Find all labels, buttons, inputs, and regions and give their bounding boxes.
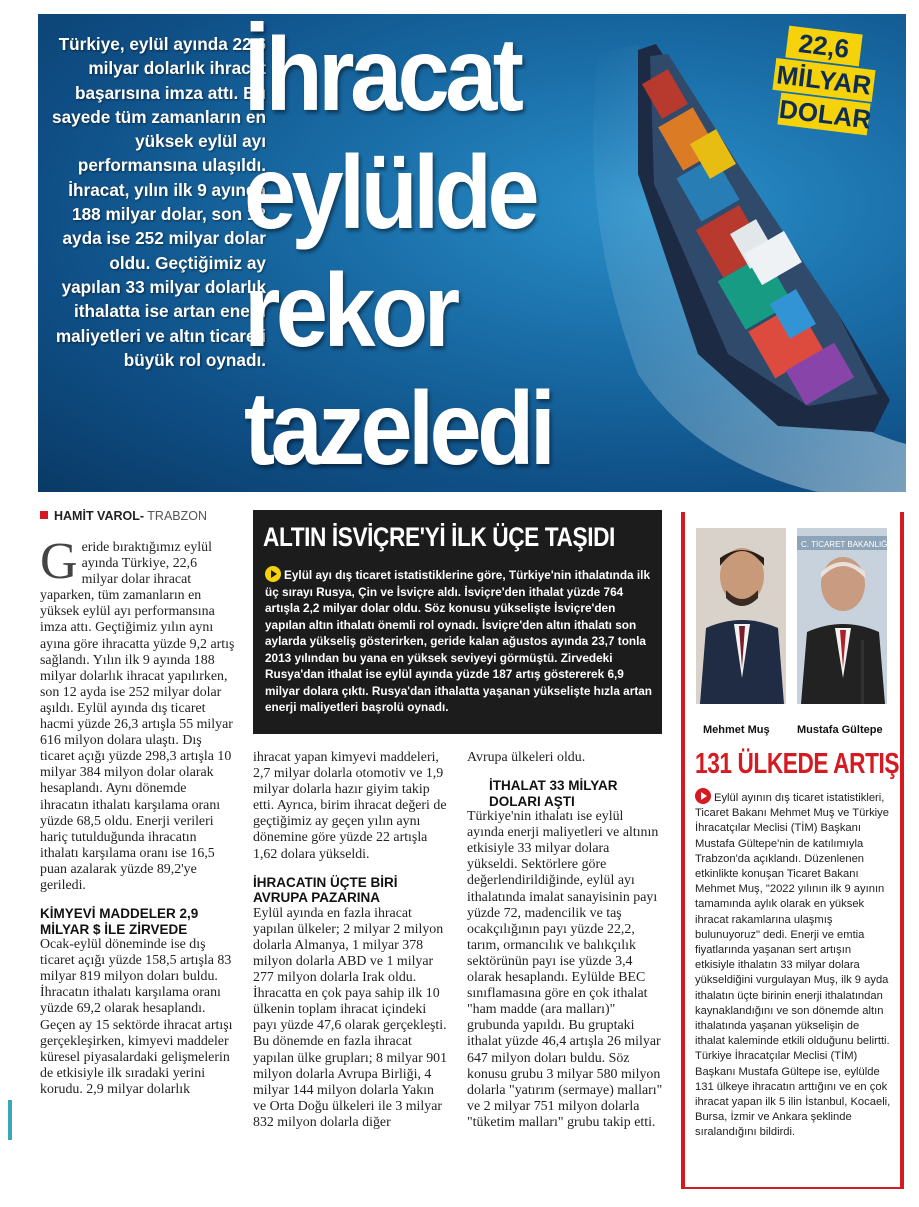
paragraph: Avrupa ülkeleri oldu. <box>467 750 586 765</box>
person-icon <box>696 528 786 704</box>
highlight-box <box>253 510 662 734</box>
paragraph: Geride bıraktığımız eylül ayında Türkiye, 22,6 milyar dolar ihracat yaparken, tüm zamanların en yüksek eylül ayı performansına imza attı. Geçtiğimiz yılın aynı ayına göre ihracatta yüzde 9,2 artış sağlandı. Yılın ilk 9 ayında 188 milyar dolarlık ihracat yapılırken, son 12 ayda ise 252 milyar dolar aşıldı. Eylül ayında dış ticaret hacmi yüzde 26,3 artışla 55 milyar 616 milyon dolara ulaştı. Dış ticaret açığı yüzde 298,3 artışla 10 milyar 384 milyon dolar olarak hesaplandı. Aynı dönemde ihracatın ithalatı karşılama oranı yüzde 68,5 oldu. Enerji verileri hariç tutulduğunda ihracatın ithalatı karşılama oranı ise 16,5 puan azalarak yüzde 89,2'ye geriledi. <box>40 533 235 893</box>
sidebar-box <box>681 512 904 1189</box>
sidebar-title: 131 ÜLKEDE ARTIŞ <box>695 748 900 780</box>
headline-line: eylülde <box>244 135 536 251</box>
podium-text: C. TİCARET BAKANLIĞ <box>801 540 887 549</box>
page-edge-mark <box>8 1100 12 1140</box>
badge-line: 22,6 <box>785 26 862 67</box>
byline <box>40 509 207 523</box>
drop-cap: G <box>40 533 78 590</box>
headline-line: tazeledi <box>244 371 552 487</box>
portrait-photo <box>797 528 887 704</box>
subheading: İTHALAT 33 MİLYAR DOLARI AŞTI <box>489 778 618 809</box>
paragraph: ihracat yapan kimyevi maddeleri, 2,7 milyar dolarla otomotiv ve 1,9 milyar dolarla hazır giyim takip etti. Ayrıca, birim ihracat değeri de geçtiğimiz ay geçen yılın aynı dönemine göre yüzde 22 artışla 1,62 dolara yükseldi. <box>253 750 447 862</box>
hero-lede: Türkiye, eylül ayında 22,6 milyar dolarlık ihracat başarısına imza attı. Bu sayede tüm zamanların en yüksek eylül ayı performansına ulaşıldı. İhracat, yılın ilk 9 ayında 188 milyar dolar, son 12 ayda ise 252 milyar dolar oldu. Geçtiğimiz ay yapılan 33 milyar dolarlık ithalatta ise artan enerji maliyetleri ve altın ticareti büyük rol oynadı. <box>52 34 266 370</box>
headline-line: İhracat <box>244 17 520 133</box>
photo-caption: Mehmet Muş <box>703 724 770 736</box>
headline <box>244 16 704 488</box>
portrait-photo <box>696 528 786 704</box>
amount-badge <box>764 28 884 135</box>
subheading: KİMYEVİ MADDELER 2,9 MİLYAR $ İLE ZİRVEDE <box>40 906 199 937</box>
person-icon <box>797 528 887 704</box>
article-column-1 <box>40 533 236 1098</box>
play-arrow-icon <box>695 788 711 804</box>
location: TRABZON <box>147 509 208 523</box>
paragraph: Ocak-eylül döneminde ise dış ticaret açığı yüzde 158,5 artışla 83 milyar 819 milyon doları buldu. İhracatın ithalatı karşılama oranı yüzde 69,2 olarak hesaplandı. Geçen ay 15 sektörde ihracat artışı gerçekleşirken, kimyevi maddeler küresel piyasalardaki gelişmelerin de etkisiyle ilk sıradaki yerini korudu. 2,9 milyar dolarlık <box>40 937 233 1097</box>
author-name: HAMİT VAROL- <box>54 509 145 523</box>
sidebar-text: Eylül ayının dış ticaret istatistikleri, Ticaret Bakanı Mehmet Muş ve Türkiye İhracatçılar Meclisi (TİM) Başkanı Mustafa Gültepe'nin de katılımıyla Trabzon'da açıklandı. Düzenlenen etkinlikte konuşan Ticaret Bakanı Mehmet Muş, "2022 yılının ilk 9 ayının tamamında aylık olarak en yüksek ihracat rakamlarına ulaşmış bulunuyoruz" dedi. Enerji ve emtia fiyatlarında yaşanan sert artışın etkisiyle ithalatın 33 milyar dolara yükseldiğini vurgulayan Muş, ilk 9 ayda ithalatın üçte birinin enerji ithalatından kaynaklandığını ve son dönemde altın ithalatında yaşanan yükselişin de ithalat kaleminde etkili olduğunu belirtti. Türkiye İhracatçılar Meclisi (TİM) Başkanı Mustafa Gültepe ise, eylülde 131 ülkeye ihracatın arttığını ve en çok ihracat yapan ilk 5 ilin İstanbul, Kocaeli, Bursa, İzmir ve Ankara şeklinde sıralandığını bildirdi. <box>695 788 891 1141</box>
article-column-2 <box>253 750 449 1131</box>
photo-caption: Mustafa Gültepe <box>797 724 883 736</box>
headline-line: rekor <box>244 253 456 369</box>
bullet-square-icon <box>40 511 48 519</box>
article-column-3 <box>467 750 663 1131</box>
paragraph: Türkiye'nin ithalatı ise eylül ayında enerji maliyetleri ve altının etkisiyle 33 milyar dolara yükseldi. Sektörlere göre değerlendirildiğinde, eylül ayı ithalatında imalat sanayisinin payı yüzde 72, madencilik ve taş ocakçılığının payı yüzde 22,2, tarım, ormancılık ve balıkçılık sektörünün payı ise yüzde 3,4 olarak hesaplandı. Eylülde BEC sınıflamasına göre en çok ithalat "ham madde (ara malları)" grubunda yapıldı. Bu gruptaki ithalat yüzde 46,4 artışla 26 milyar 647 milyon doları buldu. Söz konusu grubu 3 milyar 580 milyon dolarla "yatırım (sermaye) malları" ve 2 milyar 751 milyon dolarla "tüketim malları" grubu takip etti. <box>467 809 663 1130</box>
hero-banner <box>38 14 906 492</box>
box-title: ALTIN İSVİÇRE'Yİ İLK ÜÇE TAŞIDI <box>263 522 615 552</box>
play-arrow-icon <box>265 566 281 582</box>
paragraph: Eylül ayında en fazla ihracat yapılan ülkeler; 2 milyar 2 milyon dolarla Almanya, 1 milyar 378 milyon dolarla ABD ve 1 milyar 277 milyon dolarla Irak oldu. İhracatta en çok paya sahip ilk 10 ülkenin toplam ihracat içindeki payı yüzde 47,6 olarak gerçekleşti. Bu dönemde en fazla ihracat yapılan ülke grupları; 8 milyar 901 milyon dolarla Avrupa Birliği, 4 milyar 144 milyon dolarla Yakın ve Orta Doğu ülkeleri ile 3 milyar 832 milyon dolarla diğer <box>253 905 448 1130</box>
badge-line: DOLAR <box>777 93 873 135</box>
box-text: Eylül ayı dış ticaret istatistiklerine göre, Türkiye'nin ithalatında ilk üç sırayı Rusya, Çin ve İsviçre aldı. İsviçre'den ithalat yüzde 764 artışla 2,2 milyar dolar oldu. Söz konusu yükselişte İsviçre'den yapılan altın ithalatı önemli rol oynadı. İsviçre'den altın ithalatı son aylarda yükseliş gösterirken, geride kalan ağustos ayında 23,7 tonla 2013 yılından bu yana en yüksek seviyeyi görmüştü. Zirvedeki Rusya'dan ithalat ise eylül ayında yüzde 187 artış göstererek 6,9 milyar dolara çıktı. Rusya'dan ithalatta yaşanan yükselişte hızla artan enerji maliyetleri başrolü oynadı. <box>265 568 653 714</box>
subheading: İHRACATIN ÜÇTE BİRİ AVRUPA PAZARINA <box>253 874 398 906</box>
badge-line: MİLYAR <box>772 58 875 102</box>
